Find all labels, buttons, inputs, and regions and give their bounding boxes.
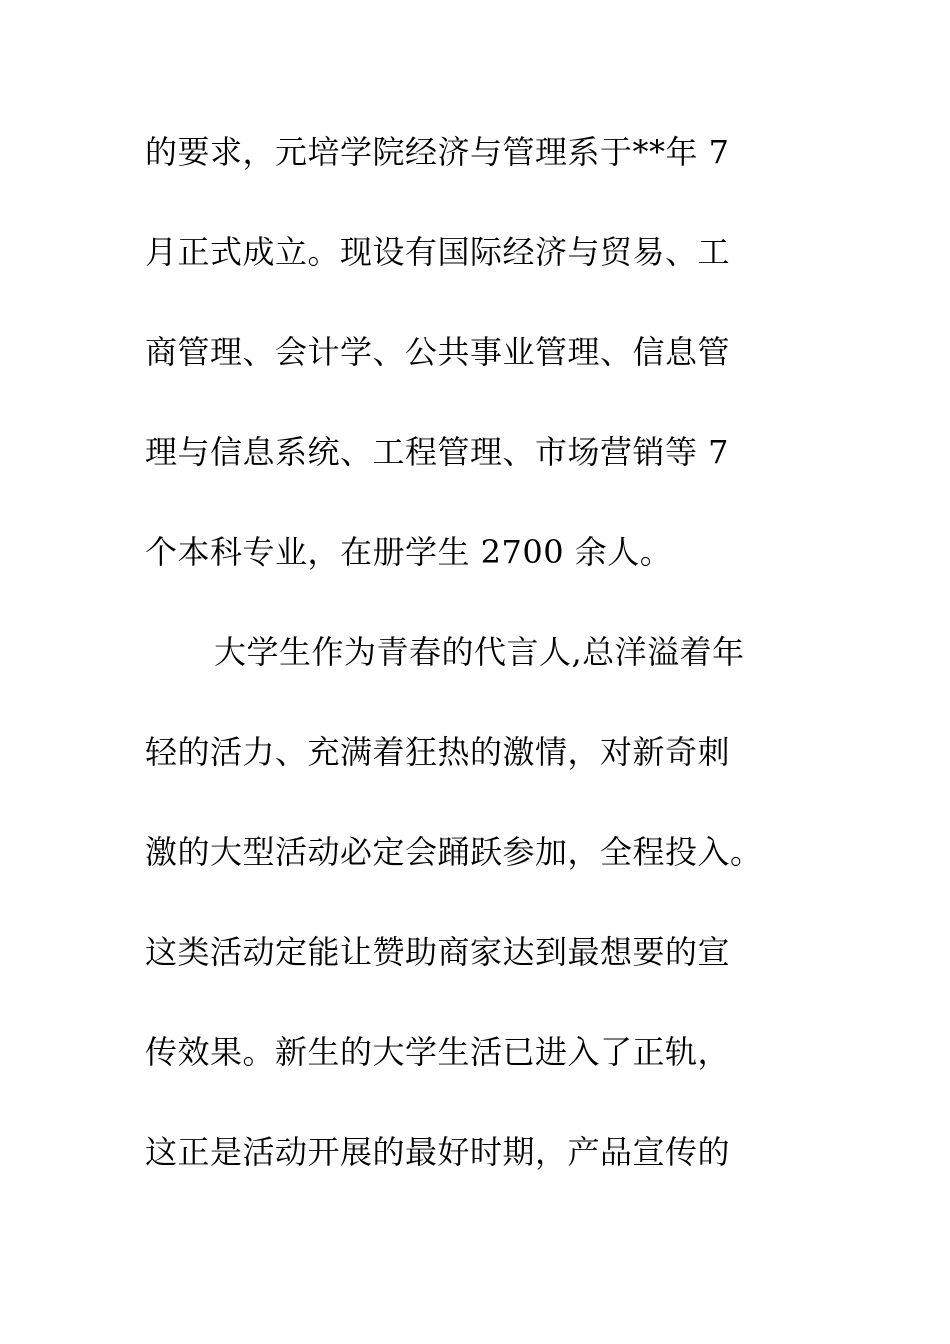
text-line: 这正是活动开展的最好时期，产品宣传的 (145, 1133, 731, 1171)
text-line: 理与信息系统、工程管理、市场营销等 7 (145, 433, 730, 471)
text-line: 激的大型活动必定会踊跃参加，全程投入。 (145, 833, 763, 871)
text-line-indented: 大学生作为青春的代言人,总洋溢着年 (214, 633, 745, 671)
text-line: 月正式成立。现设有国际经济与贸易、工 (145, 233, 731, 271)
text-line: 商管理、会计学、公共事业管理、信息管 (145, 333, 731, 371)
text-line: 轻的活力、充满着狂热的激情，对新奇刺 (145, 733, 731, 771)
text-line: 传效果。新生的大学生活已进入了正轨， (145, 1033, 731, 1071)
text-line: 的要求，元培学院经济与管理系于**年 7 (145, 133, 730, 171)
text-line: 个本科专业，在册学生 2700 余人。 (145, 533, 673, 571)
text-line: 这类活动定能让赞助商家达到最想要的宣 (145, 933, 731, 971)
